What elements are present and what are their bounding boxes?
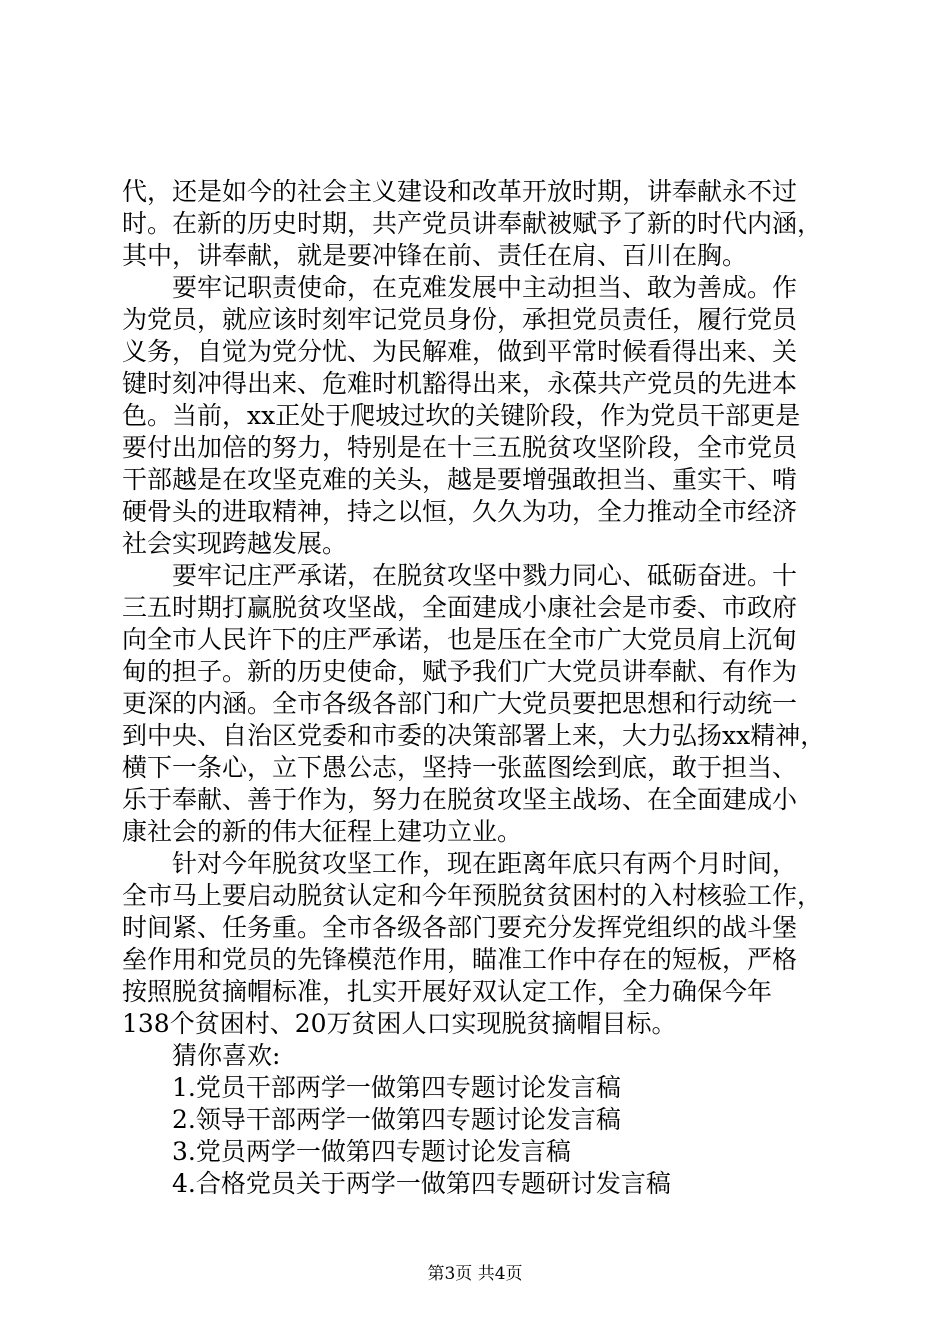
related-item-link[interactable]: 4.合格党员关于两学一做第四专题研讨发言稿 — [172, 1169, 671, 1198]
body-line-text: 干部越是在攻坚克难的关头，越是要增强敢担当、重实干、啃 — [122, 465, 798, 494]
body-line-text: 为党员，就应该时刻牢记党员身份，承担党员责任，履行党员 — [122, 305, 798, 334]
body-line-text: 要付出加倍的努力，特别是在十三五脱贫攻坚阶段，全市党员 — [122, 433, 798, 462]
body-line-text: 康社会的新的伟大征程上建功立业。 — [122, 817, 523, 846]
body-line-text: 义务，自觉为党分忧、为民解难，做到平常时候看得出来、关 — [122, 337, 798, 366]
body-line-text: 到中央、自治区党委和市委的决策部署上来，大力弘扬xx精神， — [122, 721, 826, 750]
body-line-text: 横下一条心，立下愚公志，坚持一张蓝图绘到底，敢于担当、 — [122, 753, 798, 782]
body-line-text: 针对今年脱贫攻坚工作，现在距离年底只有两个月时间， — [172, 849, 798, 878]
body-line-text: 全市马上要启动脱贫认定和今年预脱贫贫困村的入村核验工作， — [122, 881, 823, 910]
body-line-text: 要牢记庄严承诺，在脱贫攻坚中戮力同心、砥砺奋进。十 — [172, 561, 798, 590]
body-line-text: 键时刻冲得出来、危难时机豁得出来，永葆共产党员的先进本 — [122, 369, 798, 398]
body-line-text: 要牢记职责使命，在克难发展中主动担当、敢为善成。作 — [172, 273, 798, 302]
related-item-link[interactable]: 1.党员干部两学一做第四专题讨论发言稿 — [172, 1073, 621, 1102]
body-line-text: 垒作用和党员的先锋模范作用，瞄准工作中存在的短板，严格 — [122, 945, 798, 974]
body-line-text: 时。在新的历史时期，共产党员讲奉献被赋予了新的时代内涵， — [122, 209, 823, 238]
body-line-text: 向全市人民许下的庄严承诺，也是压在全市广大党员肩上沉甸 — [122, 625, 798, 654]
related-item-link[interactable]: 3.党员两学一做第四专题讨论发言稿 — [172, 1137, 571, 1166]
body-line-text: 更深的内涵。全市各级各部门和广大党员要把思想和行动统一 — [122, 689, 798, 718]
body-line-text: 代，还是如今的社会主义建设和改革开放时期，讲奉献永不过 — [122, 177, 798, 206]
body-line-text: 其中，讲奉献，就是要冲锋在前、责任在肩、百川在胸。 — [122, 241, 748, 270]
body-line-text: 硬骨头的进取精神，持之以恒，久久为功，全力推动全市经济 — [122, 497, 798, 526]
body-line-text: 社会实现跨越发展。 — [122, 529, 348, 558]
page-number: 第3页 共4页 — [427, 1264, 523, 1284]
body-line-text: 三五时期打赢脱贫攻坚战，全面建成小康社会是市委、市政府 — [122, 593, 798, 622]
body-line-text: 138个贫困村、20万贫困人口实现脱贫摘帽目标。 — [122, 1009, 677, 1038]
body-line-text: 乐于奉献、善于作为，努力在脱贫攻坚主战场、在全面建成小 — [122, 785, 798, 814]
body-line-text: 按照脱贫摘帽标准，扎实开展好双认定工作，全力确保今年 — [122, 977, 773, 1006]
body-line-text: 甸的担子。新的历史使命，赋予我们广大党员讲奉献、有作为 — [122, 657, 798, 686]
related-item-link[interactable]: 2.领导干部两学一做第四专题讨论发言稿 — [172, 1105, 621, 1134]
body-line-text: 色。当前，xx正处于爬坡过坎的关键阶段，作为党员干部更是 — [122, 401, 801, 430]
page-footer — [0, 1262, 950, 1286]
related-heading-text: 猜你喜欢: — [172, 1041, 281, 1070]
body-line-text: 时间紧、任务重。全市各级各部门要充分发挥党组织的战斗堡 — [122, 913, 798, 942]
